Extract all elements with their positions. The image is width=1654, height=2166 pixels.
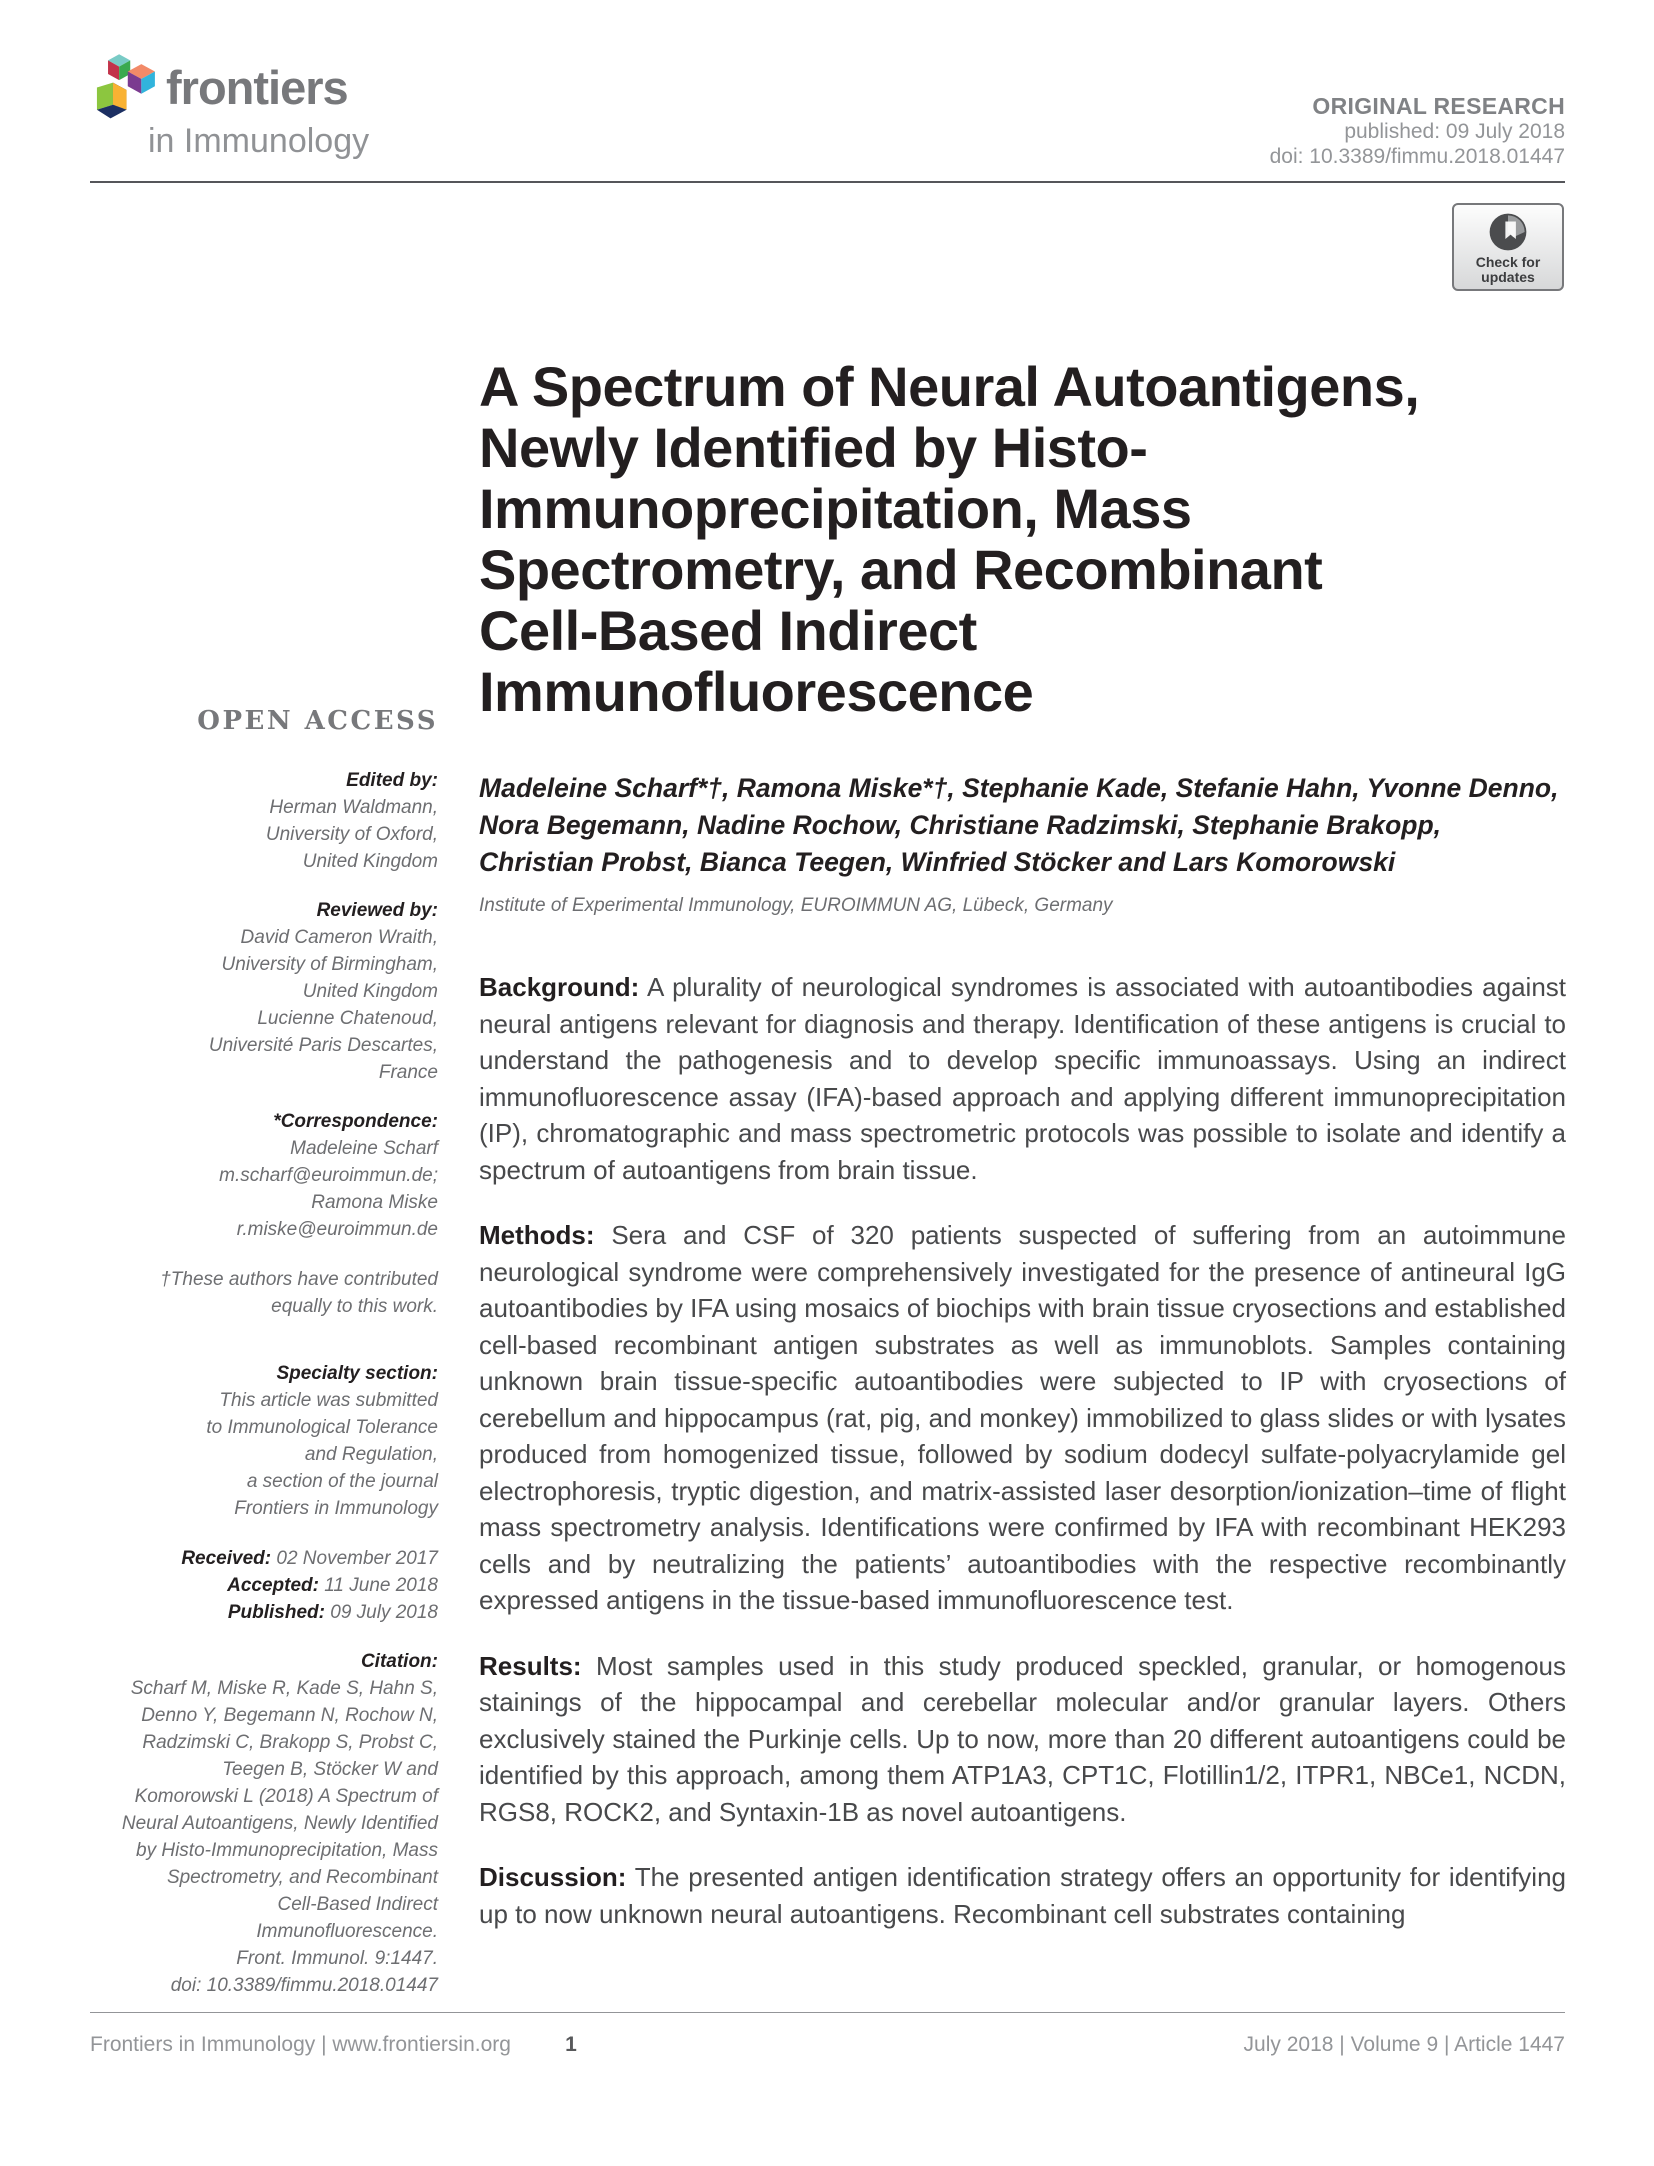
text-line: r.miske@euroimmun.de <box>236 1219 438 1240</box>
footer-journal-url[interactable]: Frontiers in Immunology | www.frontiersin.org <box>90 2033 511 2056</box>
text-line: Christian Probst, Bianca Teegen, Winfried Stöcker and Lars Komorowski <box>479 847 1396 877</box>
edited-by-text <box>90 794 438 875</box>
text-line: Newly Identified by Histo- <box>479 416 1148 479</box>
journal-subtitle: in Immunology <box>148 122 370 160</box>
article-meta-sidebar <box>90 708 438 1999</box>
text-line: Immunoprecipitation, Mass <box>479 477 1192 540</box>
page-number: 1 <box>565 2033 577 2056</box>
text-line: Nora Begemann, Nadine Rochow, Christiane Radzimski, Stephanie Brakopp, <box>479 810 1442 840</box>
text-line: †These authors have contributed <box>160 1269 438 1290</box>
specialty-section-text <box>90 1387 438 1522</box>
text-line: Frontiers in Immunology <box>234 1498 438 1519</box>
text-line: United Kingdom <box>302 851 438 872</box>
text-line: David Cameron Wraith, <box>240 927 438 948</box>
text-line: to Immunological Tolerance <box>206 1417 438 1438</box>
text-line: Madeleine Scharf*†, Ramona Miske*†, Stephanie Kade, Stefanie Hahn, Yvonne Denno, <box>479 773 1559 803</box>
text-line: Front. Immunol. 9:1447. <box>236 1948 438 1969</box>
text-line: m.scharf@euroimmun.de; <box>219 1165 438 1186</box>
text-line: and Regulation, <box>304 1444 438 1465</box>
text-line: Ramona Miske <box>311 1192 438 1213</box>
text-line: Lucienne Chatenoud, <box>257 1008 438 1029</box>
text-line: Radzimski C, Brakopp S, Probst C, <box>142 1732 438 1753</box>
publication-info <box>1270 94 1565 169</box>
author-list <box>479 770 1566 881</box>
text-line: Université Paris Descartes, <box>208 1035 438 1056</box>
text-line: equally to this work. <box>271 1296 438 1317</box>
text-line: Herman Waldmann, <box>269 797 438 818</box>
abstract-discussion: Discussion: The presented antigen identification strategy offers an opportunity for identifying up to now unknown neural autoantigens. Recombinant cell substrates containing <box>479 1862 1566 1929</box>
text-line: France <box>378 1062 438 1083</box>
text-line: Scharf M, Miske R, Kade S, Hahn S, <box>130 1678 438 1699</box>
received-date: Received: 02 November 2017 <box>181 1548 438 1569</box>
header-divider <box>90 181 1565 183</box>
text-line: Madeleine Scharf <box>290 1138 438 1159</box>
edited-by-label: Edited by: <box>346 770 438 791</box>
accepted-date: Accepted: 11 June 2018 <box>227 1575 438 1596</box>
text-line: This article was submitted <box>219 1390 438 1411</box>
citation-section <box>90 1648 438 1999</box>
specialty-section-label: Specialty section: <box>276 1363 438 1384</box>
citation-text <box>90 1675 438 1999</box>
text-line: Spectrometry, and Recombinant <box>479 538 1323 601</box>
abstract-background: Background: A plurality of neurological syndromes is associated with autoantibodies against neural antigens relevant for diagnosis and therapy. Identification of these antigens is crucial to understand the pathogenesis and to develop specific immunoassays. Using an indirect immunofluorescence assay (IFA)-based approach and applying different immunoprecipitation (IP), chromatographic and mass spectrometric protocols was possible to isolate and identify a spectrum of autoantigens from brain tissue. <box>479 972 1566 1185</box>
reviewed-by-section <box>90 897 438 1086</box>
history-dates <box>90 1545 438 1626</box>
text-line: Spectrometry, and Recombinant <box>166 1867 438 1888</box>
text-line: Cell-Based Indirect <box>277 1894 438 1915</box>
abstract <box>479 969 1566 1932</box>
frontiers-logo-icon <box>92 50 166 130</box>
text-line: Immunofluorescence <box>479 660 1034 723</box>
article-type-label: ORIGINAL RESEARCH <box>1312 93 1565 119</box>
correspondence-label: *Correspondence: <box>273 1111 438 1132</box>
equal-contribution-note <box>90 1266 438 1320</box>
text-line: Immunofluorescence. <box>256 1921 438 1942</box>
check-badge-line2: updates <box>1481 269 1535 285</box>
text-line: Komorowski L (2018) A Spectrum of <box>134 1786 438 1807</box>
text-line: Denno Y, Begemann N, Rochow N, <box>141 1705 438 1726</box>
correspondence-section <box>90 1108 438 1243</box>
specialty-section <box>90 1360 438 1522</box>
text-line: Teegen B, Stöcker W and <box>222 1759 438 1780</box>
published-date-side: Published: 09 July 2018 <box>227 1602 438 1623</box>
text-line: Cell-Based Indirect <box>479 599 977 662</box>
text-line: doi: 10.3389/fimmu.2018.01447 <box>170 1975 438 1996</box>
citation-label: Citation: <box>360 1651 438 1672</box>
doi-link[interactable]: doi: 10.3389/fimmu.2018.01447 <box>1269 145 1565 168</box>
crossmark-icon <box>1487 211 1529 253</box>
journal-title: frontiers <box>166 61 348 114</box>
open-access-label: OPEN ACCESS <box>197 706 438 736</box>
check-badge-line1: Check for <box>1475 254 1541 270</box>
abstract-results: Results: Most samples used in this study produced speckled, granular, or homogenous stainings of the hippocampal and cerebellar molecular and/or granular layers. Others exclusively stained the Purkinje cells. Up to now, more than 20 different autoantigens could be identified by this approach, among them ATP1A3, CPT1C, Flotillin1/2, ITPR1, NBCe1, NCDN, RGS8, ROCK2, and Syntaxin-1B as novel autoantigens. <box>479 1650 1566 1827</box>
text-line: Neural Autoantigens, Newly Identified <box>121 1813 438 1834</box>
text-line: University of Birmingham, <box>221 954 438 975</box>
text-line: United Kingdom <box>302 981 438 1002</box>
text-line: A Spectrum of Neural Autoantigens, <box>479 355 1420 418</box>
correspondence-text[interactable] <box>90 1135 438 1243</box>
footer-divider <box>90 2012 1565 2013</box>
text-line: University of Oxford, <box>265 824 438 845</box>
edited-by-section <box>90 767 438 875</box>
abstract-methods: Methods: Sera and CSF of 320 patients suspected of suffering from an autoimmune neurological syndrome were comprehensively investigated for the presence of antineural IgG autoantibodies by IFA using mosaics of biochips with brain tissue cryosections and established cell-based recombinant antigen substrates as well as immunoblots. Samples containing unknown brain tissue-specific autoantibodies were subjected to IP with cryosections of cerebellum and hippocampus (rat, pig, and monkey) immobilized to glass slides or with lysates produced from homogenized tissue, followed by sodium dodecyl sulfate-polyacrylamide gel electrophoresis, tryptic digestion, and matrix-assisted laser desorption/ionization–time of flight mass spectrometry analysis. Identifications were confirmed by IFA with recombinant HEK293 cells and by neutralizing the patients’ autoantibodies with the respective recombinantly expressed antigens in the tissue-based immunofluorescence test. <box>479 1220 1566 1615</box>
reviewed-by-text <box>90 924 438 1086</box>
reviewed-by-label: Reviewed by: <box>316 900 438 921</box>
published-date: published: 09 July 2018 <box>1344 120 1565 143</box>
text-line: a section of the journal <box>246 1471 438 1492</box>
affiliation: Institute of Experimental Immunology, EUROIMMUN AG, Lübeck, Germany <box>479 895 1113 916</box>
article-title <box>479 356 1566 722</box>
check-updates-badge[interactable] <box>1452 203 1564 291</box>
article-main-column <box>479 356 1566 1961</box>
footer-issue-info: July 2018 | Volume 9 | Article 1447 <box>1243 2033 1565 2056</box>
text-line: by Histo-Immunoprecipitation, Mass <box>136 1840 438 1861</box>
